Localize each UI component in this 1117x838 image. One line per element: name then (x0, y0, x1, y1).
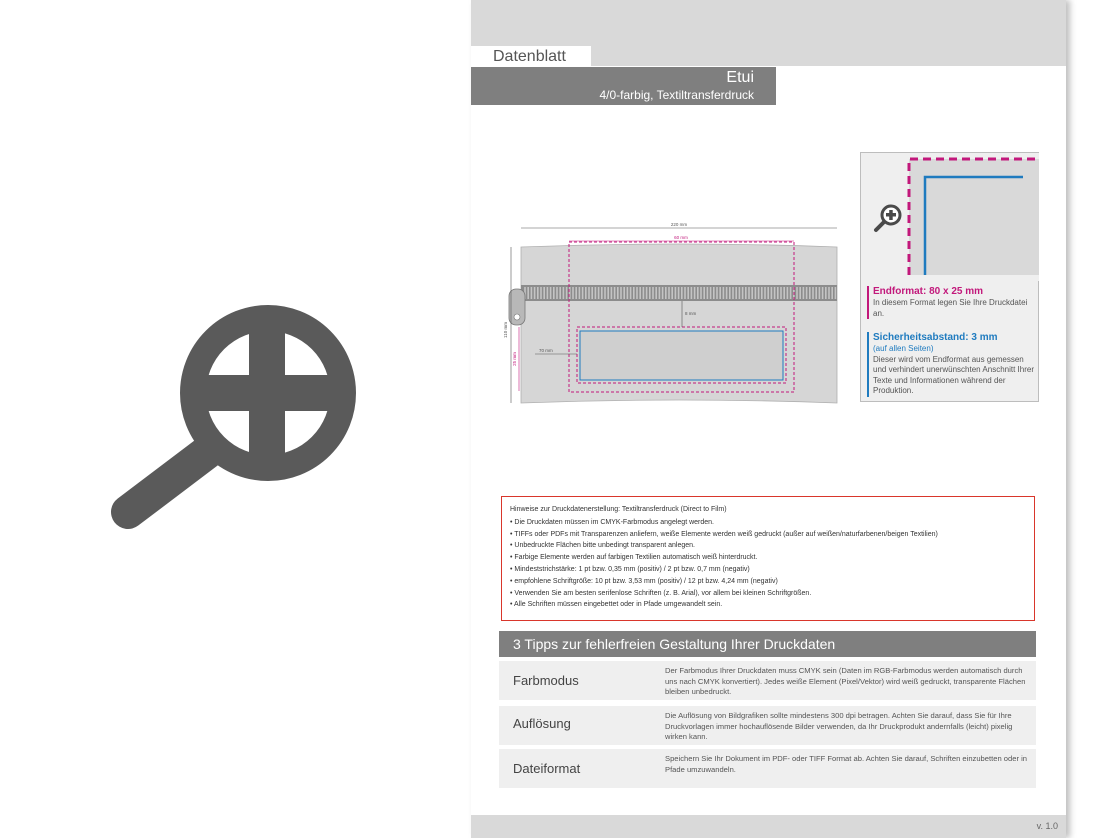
notes-item: • Mindeststrichstärke: 1 pt bzw. 0,35 mm (positiv) / 2 pt bzw. 0,7 mm (negativ) (510, 565, 750, 573)
tip-text: Die Auflösung von Bildgrafiken sollte mindestens 300 dpi betragen. Achten Sie darauf, dass Sie für Ihre Druckvorlagen immer hochauflösende Bilder verwenden, da Ihr Druckprodukt andernfalls (leicht) pixelig wirken kann. (665, 711, 1013, 742)
notes-item: • Die Druckdaten müssen im CMYK-Farbmodus angelegt werden. (510, 518, 714, 526)
pouch-drawing (499, 215, 844, 410)
notes-item: • Unbedruckte Flächen bitte unbedingt transparent anlegen. (510, 542, 695, 550)
safety-area (580, 331, 783, 380)
tip-row-dateiformat (499, 749, 1036, 788)
product-subtitle: 4/0-farbig, Textiltransferdruck (599, 88, 754, 102)
dim-width-total: 220 mm (670, 222, 688, 227)
page-footer-band (471, 815, 1066, 838)
tips-heading: 3 Tipps zur fehlerfreien Gestaltung Ihrer Druckdaten (499, 631, 1036, 657)
tip-row-aufloesung (499, 706, 1036, 745)
safety-margin-sub: (auf allen Seiten) (873, 344, 934, 353)
datenblatt-tab: Datenblatt (471, 46, 591, 67)
datasheet-page (471, 0, 1066, 838)
print-notes-box (501, 496, 1035, 621)
notes-item: • Farbige Elemente werden auf farbigen Textilien automatisch weiß hinterdruckt. (510, 554, 758, 562)
safety-margin-block (867, 332, 1038, 397)
safety-margin-text: Dieser wird vom Endformat aus gemessen und verhindert unerwünschten Anschnitt Ihrer Texte und Informationen während der Produktion. (873, 354, 1034, 395)
format-preview (861, 153, 1039, 281)
notes-item: • Alle Schriften müssen eingebettet oder in Pfade umgewandelt sein. (510, 601, 723, 609)
tip-label: Dateiformat (513, 761, 581, 776)
notes-item: • TIFFs oder PDFs mit Transparenzen anliefern, weiße Elemente werden weiß gedruckt (außer auf weißen/naturfarbenen/beigen Textilien) (510, 530, 938, 538)
dim-offset-zipper: 8 mm (685, 311, 697, 316)
dim-width-print: 60 mm (674, 235, 688, 240)
dim-height-total: 110 mm (503, 322, 508, 338)
tip-label: Farbmodus (513, 673, 579, 688)
notes-item: • empfohlene Schriftgröße: 10 pt bzw. 3,53 mm (positiv) / 12 pt bzw. 4,24 mm (negativ) (510, 577, 778, 585)
tip-row-farbmodus (499, 661, 1036, 700)
dim-height-print: 25 mm (512, 352, 517, 366)
endformat-text: In diesem Format legen Sie Ihre Druckdatei an. (873, 298, 1028, 318)
format-info-card (860, 152, 1039, 402)
safety-margin-title: Sicherheitsabstand: 3 mm (873, 332, 998, 343)
version-label: v. 1.0 (1036, 821, 1058, 831)
endformat-block (867, 286, 1038, 319)
dim-offset-left: 70 mm (539, 348, 553, 353)
product-title: Etui (726, 69, 754, 86)
tip-text: Speichern Sie Ihr Dokument im PDF- oder TIFF Format ab. Achten Sie darauf, Schriften einzubetten oder in Pfade umzuwandeln. (665, 754, 1028, 774)
notes-item: • Verwenden Sie am besten serifenlose Schriften (z. B. Arial), vor allem bei kleinen Schriftgrößen. (510, 589, 812, 597)
title-bar (471, 67, 776, 105)
endformat-title: Endformat: 80 x 25 mm (873, 286, 984, 297)
zoom-in-icon[interactable] (100, 290, 360, 530)
notes-heading: Hinweise zur Druckdatenerstellung: Textiltransferdruck (Direct to Film) (510, 506, 727, 513)
tip-text: Der Farbmodus Ihrer Druckdaten muss CMYK sein (Daten im RGB-Farbmodus werden automatisch durch uns nach CMYK konvertiert). Jedes weiße Element (Pixel/Vektor) wird weiß gedruckt, transparente Flächen bleiben unbedruckt. (665, 666, 1026, 697)
tip-label: Auflösung (513, 716, 571, 731)
